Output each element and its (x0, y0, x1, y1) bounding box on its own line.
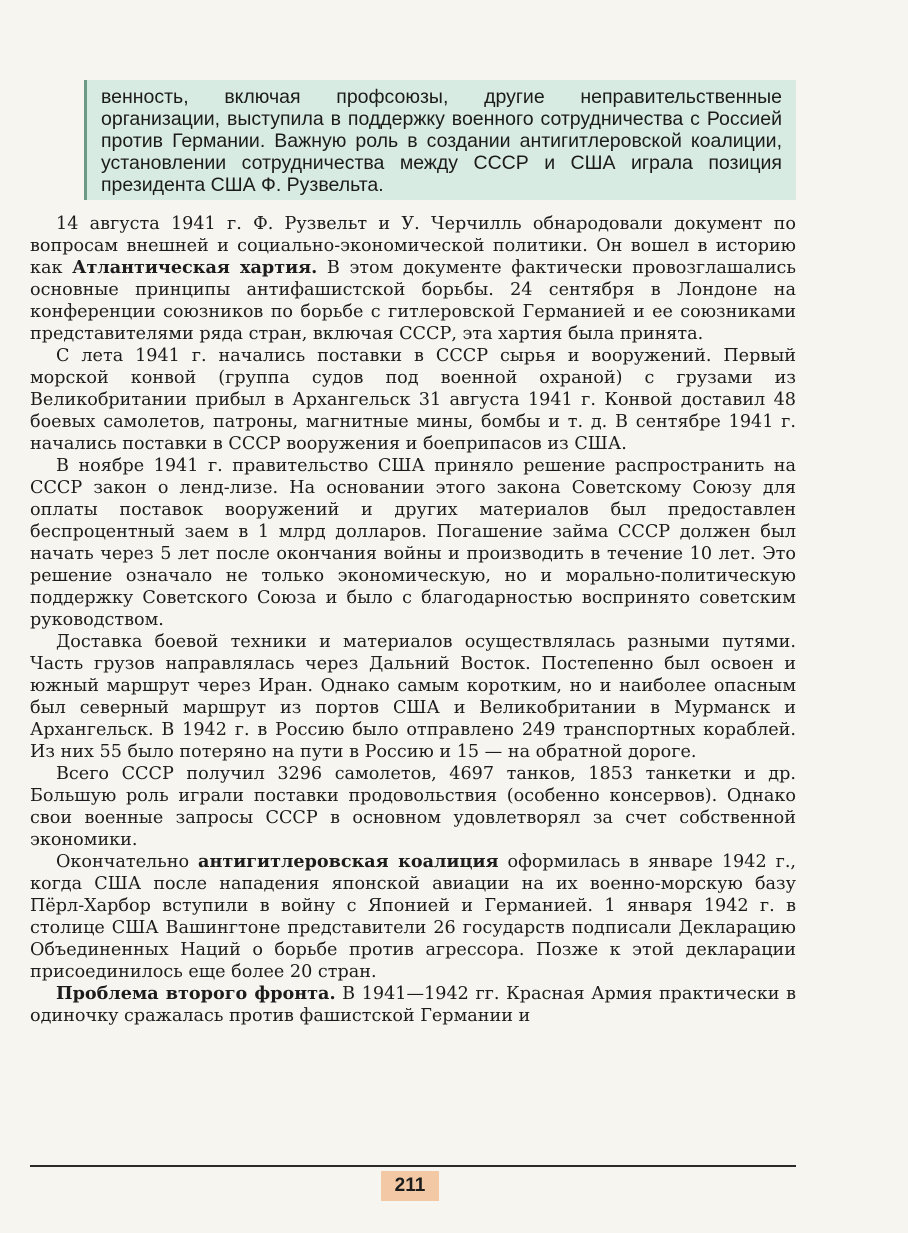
highlighted-text-box (84, 80, 796, 200)
paragraph-delivery-routes: Доставка боевой техники и материалов осуществлялась разными путями. Часть грузов направлялась через Дальний Восток. Постепенно был освоен и южный маршрут через Иран. Однако самым коротким, но и наиболее опасным был северный маршрут из портов США и Великобритании в Мурманск и Архангельск. В 1942 г. в Россию было отправлено 249 транспортных кораблей. Из них 55 было потеряно на пути в Россию и 15 — на обратной дороге. (30, 632, 796, 762)
footer-divider (30, 1165, 796, 1167)
bold-term-coalition: антигитлеровская коалиция (198, 851, 499, 872)
bold-term-atlantic-charter: Атлантическая хартия. (72, 257, 318, 278)
paragraph-text: 14 августа 1941 г. Ф. Рузвельт и У. Черчилль обнародовали документ по вопросам внешней и социально-экономической политики. Он вошел в историю как (30, 214, 796, 278)
main-text (30, 213, 796, 1027)
page-number: 211 (381, 1171, 439, 1201)
paragraph-text: Окончательно (56, 852, 199, 872)
paragraph-supplies-1941: С лета 1941 г. начались поставки в СССР сырья и вооружений. Первый морской конвой (группа судов под военной охраной) с грузами из Великобритании прибыл в Архангельск 31 августа 1941 г. Конвой доставил 48 боевых самолетов, патроны, магнитные мины, бомбы и т. д. В сентябре 1941 г. начались поставки в СССР вооружения и боеприпасов из США. (30, 346, 796, 454)
paragraph-coalition (30, 851, 796, 983)
paragraph-text: В этом документе фактически провозглашались основные принципы антифашистской борьбы. 24 сентября в Лондоне на конференции союзников по борьбе с гитлеровской Германией и ее союзниками представителями ряда стран, включая СССР, эта хартия была принята. (30, 258, 796, 344)
paragraph-second-front (30, 983, 796, 1027)
paragraph-atlantic-charter (30, 213, 796, 345)
paragraph-lend-lease: В ноябре 1941 г. правительство США приняло решение распространить на СССР закон о ленд-лизе. На основании этого закона Советскому Союзу для оплаты поставок вооружений и других материалов был предоставлен беспроцентный заем в 1 млрд долларов. Погашение займа СССР должен был начать через 5 лет после окончания войны и производить в течение 10 лет. Это решение означало не только экономическую, но и морально-политическую поддержку Советского Союза и было с благодарностью воспринято советским руководством. (30, 456, 796, 630)
paragraph-text: оформилась в январе 1942 г., когда США после нападения японской авиации на их военно-морскую базу Пёрл-Харбор вступили в войну с Японией и Германией. 1 января 1942 г. в столице США Вашингтоне представители 26 государств подписали Декларацию Объединенных Наций о борьбе против агрессора. Позже к этой декларации присоединилось еще более 20 стран. (30, 852, 797, 982)
paragraph-text: В 1941—1942 гг. Красная Армия практически в одиночку сражалась против фашистской Германии и (30, 984, 797, 1026)
bold-heading-second-front: Проблема второго фронта. (56, 983, 336, 1004)
highlighted-box-text: венность, включая профсоюзы, другие неправительственные организации, выступила в поддержку военного сотрудничества с Россией против Германии. Важную роль в создании антигитлеровской коалиции, установлении сотрудничества между СССР и США играла позиция президента США Ф. Рузвельта. (101, 86, 782, 196)
paragraph-totals: Всего СССР получил 3296 самолетов, 4697 танков, 1853 танкетки и др. Большую роль играли поставки продовольствия (особенно консервов). Однако свои военные запросы СССР в основном удовлетворял за счет собственной экономики. (30, 764, 796, 850)
